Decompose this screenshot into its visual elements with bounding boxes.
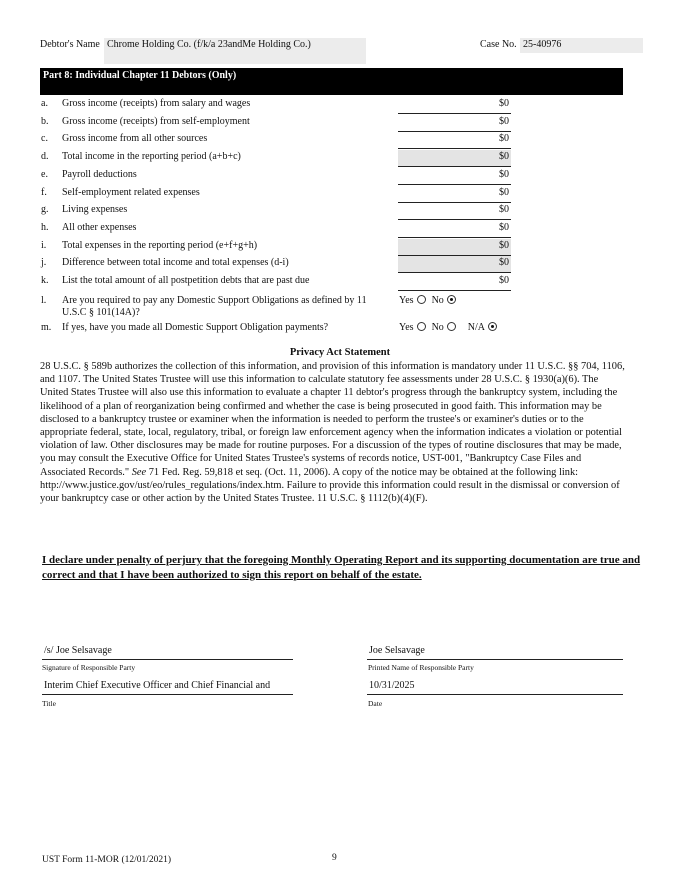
title-caption: Title bbox=[42, 699, 56, 708]
page-number: 9 bbox=[332, 853, 337, 863]
line-item-amount: $0 bbox=[499, 204, 509, 216]
date-caption: Date bbox=[368, 699, 383, 708]
line-item-description: Gross income from all other sources bbox=[62, 133, 208, 145]
line-item-amount: $0 bbox=[499, 239, 509, 251]
line-item-letter: i. bbox=[41, 239, 47, 251]
line-item-letter: c. bbox=[41, 133, 48, 145]
line-item-letter: e. bbox=[41, 168, 48, 180]
privacy-act-text-1: 28 U.S.C. § 589b authorizes the collection of this information, and provision of this information is mandatory under 11 U.S.C. §§ 704, 1106, and 1107. The United States Trustee will use this information to calculate statutory fee assessments under 28 U.S.C. § 1930(a)(6). The United States Trustee will also use this information to evaluate a chapter 11 debtor's progress through the bankruptcy system, including the likelihood of a plan of reorganization being confirmed and whether the case is being prosecuted in good faith. This information may be disclosed to a bankruptcy trustee or examiner when the information is needed to perform the trustee's or examiner's duties or to the appropriate federal, state, local, regulatory, tribal, or foreign law enforcement agency when the information indicates a violation or potential violation of law. Other disclosures may be made for routine purposes. For a discussion of the types of routine disclosures that may be made, you may consult the Executive Office for United States Trustee's systems of records notice, UST-001, "Bankruptcy Case Files and Associated Records." bbox=[40, 361, 625, 478]
question-l-options bbox=[399, 295, 462, 306]
line-item-letter: a. bbox=[41, 98, 48, 109]
line-item-amount: $0 bbox=[499, 257, 509, 269]
line-item-letter: b. bbox=[41, 115, 49, 127]
line-item-row bbox=[0, 221, 680, 239]
part-8-title: Part 8: Individual Chapter 11 Debtors (Only) bbox=[43, 70, 237, 81]
line-item-letter: g. bbox=[41, 204, 49, 216]
question-l-text: Are you required to pay any Domestic Support Obligations as defined by 11 U.S.C § 101(14A)? bbox=[62, 295, 367, 318]
line-item-description: List the total amount of all postpetition debts that are past due bbox=[62, 275, 310, 286]
question-m-no-label: No bbox=[431, 322, 444, 333]
line-item-row bbox=[0, 203, 680, 221]
line-item-amount: $0 bbox=[499, 133, 509, 145]
line-item-amount-field[interactable] bbox=[398, 168, 511, 185]
printed-name-caption: Printed Name of Responsible Party bbox=[368, 663, 474, 672]
question-m-row bbox=[0, 321, 680, 339]
line-item-letter: f. bbox=[41, 186, 47, 198]
line-item-row bbox=[0, 186, 680, 204]
question-l-no-label: No bbox=[431, 295, 444, 306]
line-item-letter: d. bbox=[41, 151, 49, 163]
line-item-amount: $0 bbox=[499, 98, 509, 109]
line-item-description: Total expenses in the reporting period (e+f+g+h) bbox=[62, 239, 258, 251]
line-item-amount-field bbox=[398, 239, 511, 256]
line-item-description: Difference between total income and total expenses (d-i) bbox=[62, 257, 289, 269]
question-m-yes-radio[interactable] bbox=[417, 322, 426, 331]
debtor-name-label: Debtor's Name bbox=[40, 39, 100, 50]
question-m-na-label: N/A bbox=[467, 322, 486, 333]
line-item-row bbox=[0, 150, 680, 168]
title-value: Interim Chief Executive Officer and Chief Financial and bbox=[44, 680, 271, 691]
line-item-letter: j. bbox=[41, 257, 47, 269]
line-item-row bbox=[0, 97, 680, 115]
perjury-declaration: I declare under penalty of perjury that the foregoing Monthly Operating Report and its supporting documentation are true and correct and that I have been authorized to sign this report on behalf of the estate. bbox=[42, 554, 641, 581]
line-item-amount: $0 bbox=[499, 275, 509, 286]
question-l-no-radio[interactable] bbox=[447, 295, 456, 304]
question-l-yes-radio[interactable] bbox=[417, 295, 426, 304]
line-item-description: All other expenses bbox=[62, 221, 137, 233]
line-item-amount-field[interactable] bbox=[398, 186, 511, 203]
line-item-amount-field bbox=[398, 256, 511, 273]
question-l-row bbox=[0, 294, 680, 322]
privacy-act-body bbox=[40, 360, 628, 505]
question-m-text: If yes, have you made all Domestic Support Obligation payments? bbox=[62, 322, 329, 333]
question-m-letter: m. bbox=[41, 322, 52, 333]
privacy-act-title: Privacy Act Statement bbox=[289, 347, 391, 358]
line-item-amount-field bbox=[398, 150, 511, 167]
line-item-amount-field[interactable] bbox=[398, 221, 511, 238]
line-item-description: Gross income (receipts) from salary and wages bbox=[62, 98, 251, 109]
signature-caption: Signature of Responsible Party bbox=[42, 663, 136, 672]
debtor-name-value: Chrome Holding Co. (f/k/a 23andMe Holding Co.) bbox=[107, 39, 311, 50]
line-item-description: Self-employment related expenses bbox=[62, 186, 200, 198]
question-m-no-radio[interactable] bbox=[447, 322, 456, 331]
line-item-row bbox=[0, 168, 680, 186]
printed-name-field[interactable] bbox=[367, 645, 623, 660]
line-item-amount: $0 bbox=[499, 168, 509, 180]
question-l-letter: l. bbox=[41, 295, 47, 306]
line-item-row bbox=[0, 115, 680, 133]
line-item-description: Total income in the reporting period (a+b+c) bbox=[62, 151, 241, 163]
line-item-row bbox=[0, 274, 680, 292]
line-item-amount-field[interactable] bbox=[398, 97, 511, 114]
question-m-options bbox=[399, 322, 503, 333]
title-field[interactable] bbox=[42, 680, 293, 695]
printed-name-value: Joe Selsavage bbox=[369, 645, 425, 656]
signature-field[interactable] bbox=[42, 645, 293, 660]
line-item-row bbox=[0, 239, 680, 257]
case-number-value: 25-40976 bbox=[523, 39, 562, 50]
line-item-amount: $0 bbox=[499, 221, 509, 233]
line-item-amount: $0 bbox=[499, 186, 509, 198]
part-8-header bbox=[40, 68, 623, 95]
line-item-letter: k. bbox=[41, 275, 49, 286]
line-item-amount-field[interactable] bbox=[398, 203, 511, 220]
date-value: 10/31/2025 bbox=[369, 680, 415, 691]
signature-value: /s/ Joe Selsavage bbox=[44, 645, 112, 656]
line-item-description: Living expenses bbox=[62, 204, 128, 216]
question-l-yes-label: Yes bbox=[399, 295, 414, 306]
line-item-description: Payroll deductions bbox=[62, 168, 137, 180]
line-item-description: Gross income (receipts) from self-employment bbox=[62, 115, 250, 127]
line-item-amount-field[interactable] bbox=[398, 115, 511, 132]
line-item-amount: $0 bbox=[499, 151, 509, 163]
line-item-row bbox=[0, 256, 680, 274]
privacy-act-text-2: 71 Fed. Reg. 59,818 et seq. (Oct. 11, 2006). A copy of the notice may be obtained at the following link: http://www.justice.gov/ust/eo/rules_regulations/index.htm. Failure to provide this information could result in the dismissal or conversion of your bankruptcy case or other action by the United States Trustee. 11 U.S.C. § 1112(b)(4)(F). bbox=[40, 466, 620, 505]
case-number-label: Case No. bbox=[480, 39, 517, 50]
question-m-yes-label: Yes bbox=[399, 322, 414, 333]
line-item-amount-field[interactable] bbox=[398, 132, 511, 149]
privacy-act-see: See bbox=[131, 466, 147, 478]
question-m-na-radio[interactable] bbox=[488, 322, 497, 331]
line-item-amount: $0 bbox=[499, 115, 509, 127]
line-item-row bbox=[0, 132, 680, 150]
form-footer: UST Form 11-MOR (12/01/2021) bbox=[42, 855, 172, 865]
line-item-letter: h. bbox=[41, 221, 49, 233]
date-field[interactable] bbox=[367, 680, 623, 695]
line-item-amount-field[interactable] bbox=[398, 274, 511, 291]
